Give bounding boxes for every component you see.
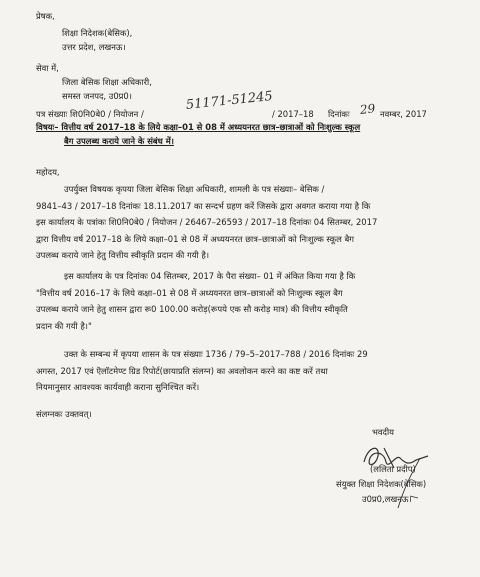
para1-line: उपर्युक्त विषयक कृपया जिला बेसिक शिक्षा अधिकारी, शामली के पत्र संख्याः– बेसिक / <box>64 184 325 194</box>
date-month-year: नवम्बर, 2017 <box>380 109 427 119</box>
para3-line: उक्त के सम्बन्ध में कृपया शासन के पत्र संख्याः 1736 / 79–5–2017–788 / 2016 दिनांकः 29 <box>64 349 368 359</box>
body-paragraph-3 <box>36 348 452 394</box>
para2-line: इस कार्यालय के पत्र दिनांकः 04 सितम्बर, 2017 के पैरा संख्या– 01 में अंकित किया गया है कि <box>64 271 356 281</box>
signatory-place: उ0प्र0,लखनऊ। <box>362 494 412 504</box>
para3-line: नियमानुसार आवश्यक कार्यवाही कराना सुनिश्चित करें। <box>36 382 200 393</box>
body-paragraph-2 <box>36 270 452 332</box>
signatory-name: (ललिता प्रदीप) <box>370 464 416 474</box>
para1-line: 9841–43 / 2017–18 दिनांकः 18.11.2017 का सन्दर्भ ग्रहण करें जिसके द्वारा अवगत कराया गया है कि <box>36 200 371 211</box>
to-place: समस्त जनपद, उ0प्र0। <box>62 91 132 101</box>
subject-line-2-text: बैग उपलब्ध कराये जाने के संबंध में। <box>64 136 174 146</box>
subject-line-1 <box>36 121 360 134</box>
sender-place: उत्तर प्रदेश, लखनऊ। <box>62 42 126 52</box>
handwritten-date-day: 29 <box>359 101 376 117</box>
to-name: जिला बेसिक शिक्षा अधिकारी, <box>62 77 152 87</box>
signatory-designation: संयुक्त शिक्षा निदेशक(बेसिक) <box>336 479 427 489</box>
salutation: महोदय, <box>36 167 60 177</box>
closing-word: भवदीय <box>372 427 395 437</box>
sender-label: प्रेषक, <box>36 11 55 21</box>
to-label: सेवा में, <box>36 63 59 73</box>
para3-line: अगस्त, 2017 एवं ऎलॉटमेण्ट ग्रिड रिपोर्ट(छायाप्रति संलग्न) का अवलोकन करने का कष्ट करें तथा <box>36 365 328 376</box>
subject-line-1-text: विषयः– वित्तीय वर्ष 2017–18 के लिये कक्षा–01 से 08 में अध्ययनरत छात्र–छात्राओं को निःशुल्क स्कूल <box>36 122 361 132</box>
handwritten-letter-number: 51171-51245 <box>185 88 274 113</box>
para2-line: उपलब्ध कराये जाने हेतु शासन द्वारा रू0 100.00 करोड़(रूपये एक सौ करोड़ मात्र) की वित्तीय स्वीकृति <box>36 304 348 315</box>
body-paragraph-1 <box>36 183 452 262</box>
letter-number-label: पत्र संख्याः शि0नि0बे0 / नियोजन / <box>36 109 144 119</box>
sender-name: शिक्षा निदेशक(बेसिक), <box>62 28 133 38</box>
stamp-marks <box>358 456 448 516</box>
para1-line: द्वारा वित्तीय वर्ष 2017–18 के लिये कक्षा–01 से 08 में अध्ययनरत छात्र–छात्राओं को निःशुल्क स्कूल बैग <box>36 233 354 244</box>
subject-line-2 <box>64 135 174 148</box>
letter-year: / 2017–18 <box>272 109 314 119</box>
date-label: दिनांकः <box>328 109 350 119</box>
enclosure-note: संलग्नकः उक्तवत्। <box>36 409 92 419</box>
para1-line: इस कार्यालय के पत्रांकः शि0नि0बे0 / नियोजन / 26467–26593 / 2017–18 दिनांकः 04 सितम्बर, 2017 <box>36 217 378 228</box>
para2-line: प्रदान की गयी है।" <box>36 320 92 331</box>
para2-line: "वित्तीय वर्ष 2016–17 के लिये कक्षा–01 से 08 में अध्ययनरत छात्र–छात्राओं को निःशुल्क स्कूल बैग <box>36 287 343 298</box>
para1-line: उपलब्ध कराये जाने हेतु वित्तीय स्वीकृति प्रदान की गयी है। <box>36 250 209 261</box>
